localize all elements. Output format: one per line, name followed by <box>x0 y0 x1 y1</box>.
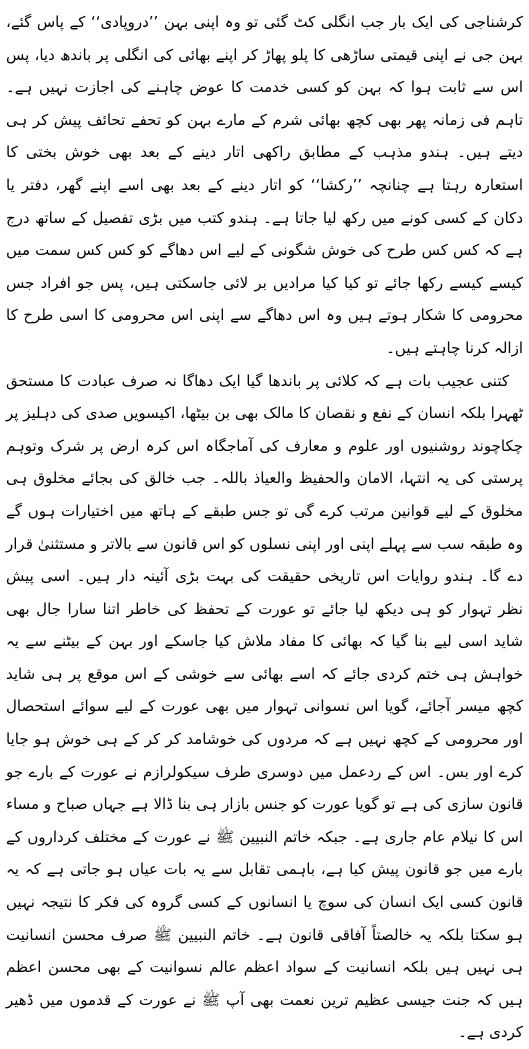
paragraph-2: کتنی عجیب بات ہے کہ کلائی پر باندھا گیا ایک دھاگا نہ صرف عبادت کا مستحق ٹھہرا بلکہ انسان کے نفع و نقصان کا مالک بھی بن بیٹھا، اکیسویں صدی کی دہلیز پر چکاچوند روشنیوں اور علوم و معارف کی آماجگاہ اس کرہ ارض پر شرک وتوہم پرستی کی یہ انتہا، الامان والحفیظ والعیاذ باللہ۔ جب خالق کی بجائے مخلوق ہی مخلوق کے لیے قوانین مرتب کرے گی تو جس طبقے کے ہاتھ میں اختیارات ہوں گے وہ طبقہ سب سے پہلے اپنی اور اپنی نسلوں کو اس قانون سے بالاتر و مستثنیٰ قرار دے گا۔ ہندو روایات اس تاریخی حقیقت کی بہت بڑی آئینہ دار ہیں۔ اسی پیش نظر تہوار کو ہی دیکھ لیا جائے تو عورت کے تحفظ کی خاطر اتنا سارا جال بھی شاید اسی لیے بنا گیا کہ بھائی کا مفاد ملاش کیا جاسکے اور بہن کے بیٹنے سے یہ خواہش ہی ختم کردی جائے کہ اسے بھائی سے خوشی کے اس موقع پر ہی شاید کچھ میسر آجائے، گویا اس نسوانی تہوار میں بھی عورت کے لیے سوائے استحصال اور محرومی کے کچھ نہیں ہے کہ مردوں کی خوشامد کر کر کے ہی خوش ہو جایا کرے اور بس۔ اس کے ردعمل میں دوسری طرف سیکولرازم نے عورت کے بارے جو قانون سازی کی ہے تو گویا عورت کو جنس بازار ہی بنا ڈالا ہے جہاں صباح و مساء اس کا نیلام عام جاری ہے۔ جبکہ خاتم النبیین ﷺ نے عورت کے مختلف کرداروں کے بارے میں جو قانون پیش کیا ہے، باہمی تقابل سے یہ بات عیاں ہو جاتی ہے کہ یہ قانون کسی ایک انسان کی سوچ یا انسانوں کے کسی گروہ کی فکر کا نتیجہ نہیں ہو سکتا بلکہ یہ خالصتاً آفاقی قانون ہے۔ خاتم النبیین ﷺ صرف محسن انسانیت ہی نہیں ہیں بلکہ انسانیت کے سواد اعظم عالم نسوانیت کے بھی محسن اعظم ہیں کہ جنت جیسی عظیم ترین نعمت بھی آپ ﷺ نے عورت کے قدموں میں ڈھیر کردی ہے۔ <box>6 371 523 1042</box>
document-page <box>6 6 523 1042</box>
paragraph-1: کرشناجی کی ایک بار جب انگلی کٹ گئی تو وہ اپنی بہن ’’دروپادی‘‘ کے پاس گئے، بہن جی نے اپنی قیمتی ساڑھی کا پلو پھاڑ کر اپنے بھائی کی انگلی پر باندھ دیا، پس اس سے ثابت ہوا کہ بہن کو کسی خدمت کا عوض چاہنے کی اجازت نہیں ہے۔ تاہم فی زمانہ پھر بھی کچھ بھائی شرم کے مارے بہن کو تحفے تحائف پیش کر ہی دیتے ہیں۔ ہندو مذہب کے مطابق راکھی اتار دینے کے بعد بھی خوش بختی کا استعارہ رہتا ہے چنانچہ ’’رکشا‘‘ کو اتار دینے کے بعد بھی اسے اپنے گھر، دفتر یا دکان کے کسی کونے میں رکھ لیا جاتا ہے۔ ہندو کتب میں بڑی تفصیل کے ساتھ درج ہے کہ کس کس طرح کی خوش شگونی کے لیے اس دھاگے کو کس کس سمت میں کیسے کیسے رکھا جائے تو کیا کیا مرادیں بر لائی جاسکتی ہیں، پس جو افراد جس محرومی کا شکار ہوتے ہیں وہ اس دھاگے سے اپنی اس محرومی کا اسی طرح کا ازالہ کرنا چاہتے ہیں۔ <box>6 13 523 357</box>
